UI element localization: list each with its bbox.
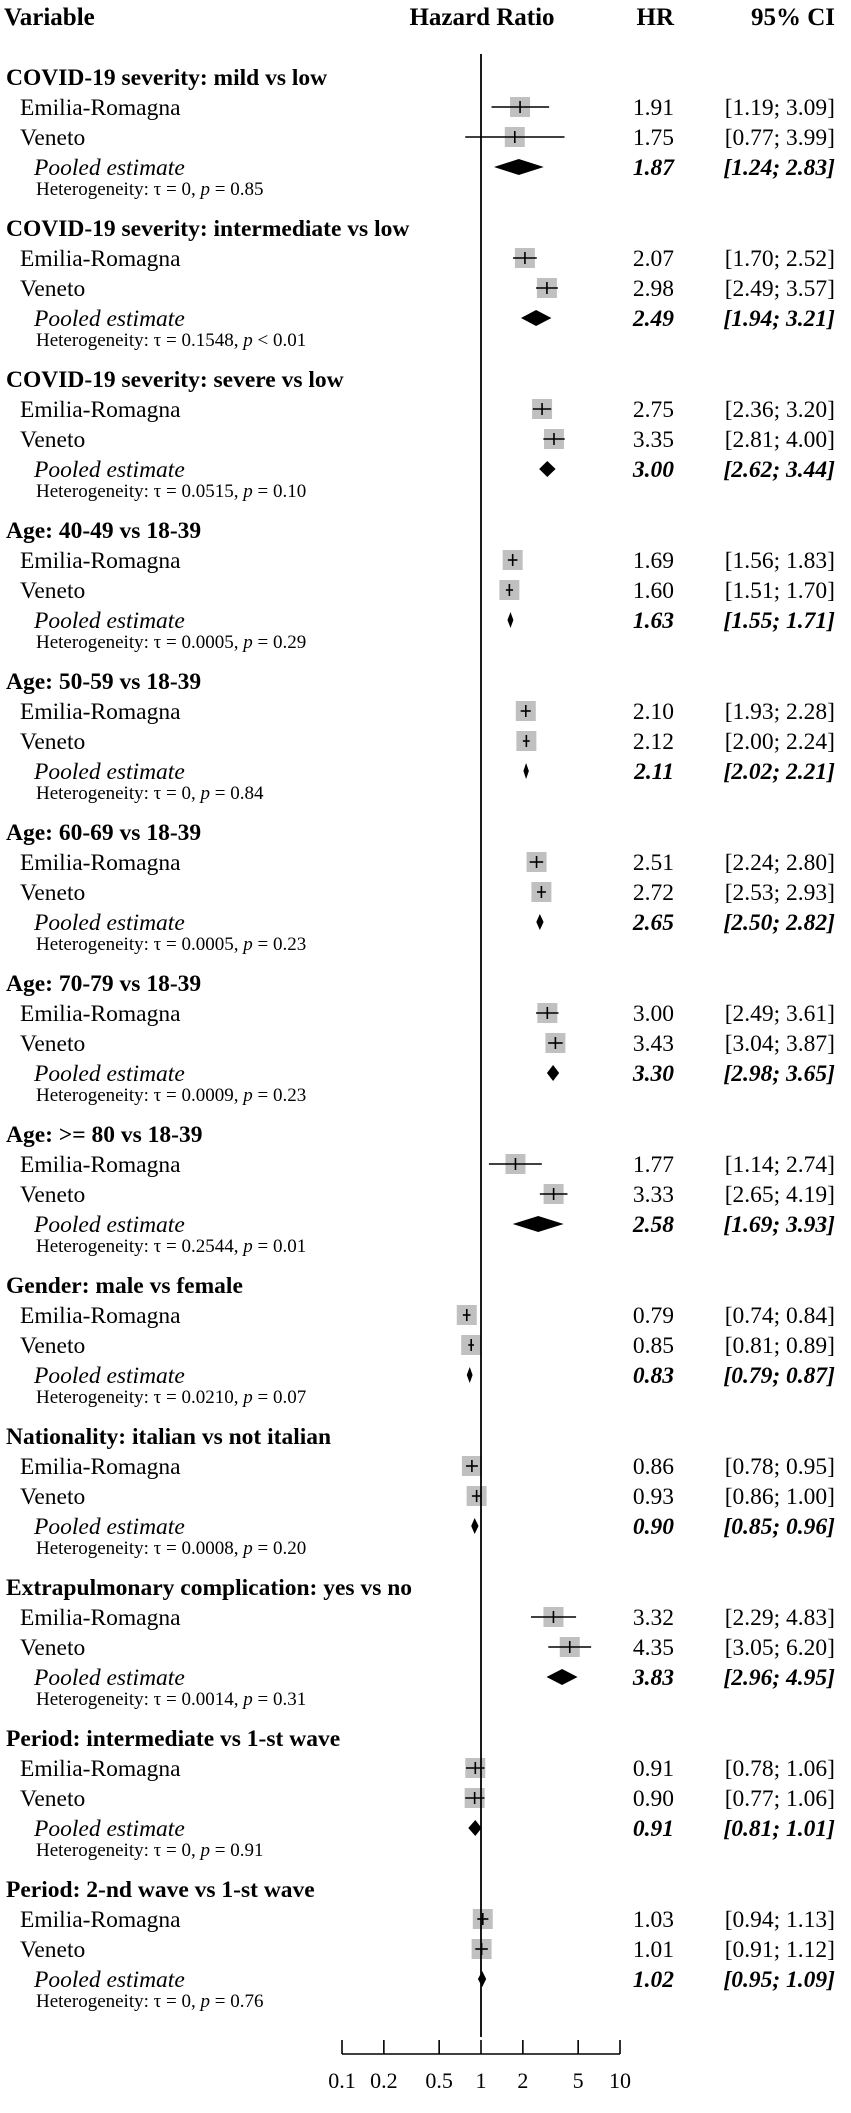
pooled-label: Pooled estimate xyxy=(34,1665,185,1691)
study-hr: 0.90 xyxy=(632,1786,674,1812)
group-11 xyxy=(6,1575,835,1710)
pooled-ci: [2.50; 2.82] xyxy=(723,910,835,936)
study-label: Emilia-Romagna xyxy=(20,397,181,423)
header-ci: 95% CI xyxy=(750,4,835,31)
study-hr: 1.60 xyxy=(632,578,674,604)
pooled-hr: 0.91 xyxy=(632,1816,674,1842)
pooled-diamond xyxy=(513,1216,564,1232)
study-hr: 2.07 xyxy=(632,246,674,272)
heterogeneity-text: Heterogeneity: τ = 0.1548, p < 0.01 xyxy=(36,330,307,351)
study-ci: [2.24; 2.80] xyxy=(724,850,835,876)
study-hr: 3.43 xyxy=(632,1031,674,1057)
group-5 xyxy=(6,669,835,804)
pooled-hr: 3.83 xyxy=(632,1665,674,1691)
group-3 xyxy=(6,367,835,502)
pooled-hr: 0.83 xyxy=(632,1363,674,1389)
pooled-diamond xyxy=(547,1065,559,1081)
pooled-ci: [1.24; 2.83] xyxy=(723,155,835,181)
study-label: Veneto xyxy=(20,1937,86,1963)
study-hr: 2.51 xyxy=(632,850,674,876)
pooled-hr: 1.63 xyxy=(632,608,674,634)
plot-marks xyxy=(6,54,835,2037)
study-label: Veneto xyxy=(20,1786,86,1812)
x-tick-label: 5 xyxy=(572,2068,584,2093)
study-ci: [2.81; 4.00] xyxy=(724,427,835,453)
study-label: Veneto xyxy=(20,1031,86,1057)
x-tick-label: 1 xyxy=(475,2068,487,2093)
study-ci: [1.51; 1.70] xyxy=(724,578,835,604)
study-ci: [1.56; 1.83] xyxy=(724,548,835,574)
study-hr: 0.79 xyxy=(632,1303,674,1329)
study-ci: [0.77; 1.06] xyxy=(724,1786,835,1812)
group-8 xyxy=(6,1122,835,1257)
pooled-hr: 2.58 xyxy=(632,1212,674,1238)
study-ci: [0.81; 0.89] xyxy=(724,1333,835,1359)
pooled-ci: [1.55; 1.71] xyxy=(723,608,835,634)
heterogeneity-text: Heterogeneity: τ = 0.0515, p = 0.10 xyxy=(36,481,307,502)
pooled-label: Pooled estimate xyxy=(34,1061,185,1087)
study-hr: 1.69 xyxy=(632,548,674,574)
heterogeneity-text: Heterogeneity: τ = 0.0008, p = 0.20 xyxy=(36,1538,307,1559)
study-hr: 1.91 xyxy=(632,95,674,121)
group-4 xyxy=(6,518,835,653)
x-tick-label: 2 xyxy=(517,2068,529,2093)
x-axis xyxy=(328,2040,631,2093)
heterogeneity-text: Heterogeneity: τ = 0, p = 0.76 xyxy=(36,1991,264,2012)
study-label: Emilia-Romagna xyxy=(20,1907,181,1933)
pooled-hr: 2.11 xyxy=(634,759,674,785)
study-label: Emilia-Romagna xyxy=(20,699,181,725)
study-label: Emilia-Romagna xyxy=(20,246,181,272)
group-7 xyxy=(6,971,835,1106)
group-title: Extrapulmonary complication: yes vs no xyxy=(6,1575,413,1601)
study-hr: 3.35 xyxy=(632,427,674,453)
study-hr: 2.72 xyxy=(632,880,674,906)
group-title: Nationality: italian vs not italian xyxy=(6,1424,332,1450)
pooled-diamond xyxy=(471,1518,478,1534)
study-hr: 2.98 xyxy=(632,276,674,302)
study-ci: [2.29; 4.83] xyxy=(724,1605,835,1631)
study-ci: [1.70; 2.52] xyxy=(724,246,835,272)
study-ci: [0.94; 1.13] xyxy=(724,1907,835,1933)
heterogeneity-text: Heterogeneity: τ = 0.0005, p = 0.23 xyxy=(36,934,307,955)
study-label: Emilia-Romagna xyxy=(20,1756,181,1782)
group-title: COVID-19 severity: mild vs low xyxy=(6,65,328,91)
study-ci: [2.49; 3.57] xyxy=(724,276,835,302)
group-title: Age: 40-49 vs 18-39 xyxy=(6,518,202,544)
study-ci: [2.53; 2.93] xyxy=(724,880,835,906)
x-tick-label: 0.1 xyxy=(328,2068,356,2093)
pooled-hr: 2.49 xyxy=(632,306,674,332)
group-6 xyxy=(6,820,835,955)
study-hr: 3.32 xyxy=(632,1605,674,1631)
study-hr: 0.91 xyxy=(632,1756,674,1782)
study-ci: [2.36; 3.20] xyxy=(724,397,835,423)
study-ci: [1.93; 2.28] xyxy=(724,699,835,725)
group-title: COVID-19 severity: severe vs low xyxy=(6,367,344,393)
study-ci: [0.86; 1.00] xyxy=(724,1484,835,1510)
pooled-ci: [0.79; 0.87] xyxy=(723,1363,835,1389)
study-hr: 0.85 xyxy=(632,1333,674,1359)
pooled-ci: [0.95; 1.09] xyxy=(723,1967,835,1993)
pooled-diamond xyxy=(539,461,555,477)
group-title: Period: intermediate vs 1-st wave xyxy=(6,1726,341,1752)
study-label: Veneto xyxy=(20,125,86,151)
study-ci: [0.78; 0.95] xyxy=(724,1454,835,1480)
study-label: Emilia-Romagna xyxy=(20,850,181,876)
pooled-diamond xyxy=(536,914,543,930)
pooled-diamond xyxy=(547,1669,578,1685)
study-hr: 2.12 xyxy=(632,729,674,755)
study-label: Emilia-Romagna xyxy=(20,1152,181,1178)
study-label: Emilia-Romagna xyxy=(20,548,181,574)
header-hazard-ratio: Hazard Ratio xyxy=(409,4,555,31)
heterogeneity-text: Heterogeneity: τ = 0.0009, p = 0.23 xyxy=(36,1085,307,1106)
study-ci: [1.14; 2.74] xyxy=(724,1152,835,1178)
study-ci: [2.49; 3.61] xyxy=(724,1001,835,1027)
heterogeneity-text: Heterogeneity: τ = 0, p = 0.91 xyxy=(36,1840,264,1861)
study-hr: 3.00 xyxy=(632,1001,674,1027)
study-hr: 1.03 xyxy=(632,1907,674,1933)
pooled-label: Pooled estimate xyxy=(34,910,185,936)
study-label: Emilia-Romagna xyxy=(20,1303,181,1329)
group-title: Age: 60-69 vs 18-39 xyxy=(6,820,202,846)
pooled-diamond xyxy=(468,1820,481,1836)
heterogeneity-text: Heterogeneity: τ = 0.0014, p = 0.31 xyxy=(36,1689,307,1710)
x-tick-label: 0.2 xyxy=(370,2068,398,2093)
study-ci: [0.91; 1.12] xyxy=(724,1937,835,1963)
heterogeneity-text: Heterogeneity: τ = 0, p = 0.85 xyxy=(36,179,264,200)
study-label: Veneto xyxy=(20,578,86,604)
study-label: Veneto xyxy=(20,1182,86,1208)
heterogeneity-text: Heterogeneity: τ = 0.0005, p = 0.29 xyxy=(36,632,307,653)
pooled-ci: [1.94; 3.21] xyxy=(723,306,835,332)
pooled-label: Pooled estimate xyxy=(34,1816,185,1842)
column-headers xyxy=(4,4,835,31)
pooled-label: Pooled estimate xyxy=(34,608,185,634)
study-hr: 1.01 xyxy=(632,1937,674,1963)
pooled-label: Pooled estimate xyxy=(34,155,185,181)
pooled-hr: 1.87 xyxy=(632,155,674,181)
study-ci: [3.05; 6.20] xyxy=(724,1635,835,1661)
pooled-diamond xyxy=(494,159,544,175)
group-2 xyxy=(6,216,835,351)
pooled-ci: [0.81; 1.01] xyxy=(723,1816,835,1842)
pooled-ci: [2.62; 3.44] xyxy=(723,457,835,483)
pooled-label: Pooled estimate xyxy=(34,1212,185,1238)
heterogeneity-text: Heterogeneity: τ = 0.2544, p = 0.01 xyxy=(36,1236,307,1257)
group-title: Gender: male vs female xyxy=(6,1273,243,1299)
pooled-diamond xyxy=(478,1971,486,1987)
pooled-ci: [1.69; 3.93] xyxy=(723,1212,835,1238)
study-ci: [2.65; 4.19] xyxy=(724,1182,835,1208)
pooled-ci: [2.02; 2.21] xyxy=(723,759,835,785)
pooled-hr: 1.02 xyxy=(632,1967,674,1993)
study-hr: 0.93 xyxy=(632,1484,674,1510)
pooled-diamond xyxy=(523,763,528,779)
pooled-label: Pooled estimate xyxy=(34,1363,185,1389)
pooled-diamond xyxy=(507,612,513,628)
header-variable: Variable xyxy=(4,4,95,31)
pooled-hr: 0.90 xyxy=(632,1514,674,1540)
study-hr: 4.35 xyxy=(632,1635,674,1661)
study-ci: [3.04; 3.87] xyxy=(724,1031,835,1057)
study-hr: 2.75 xyxy=(632,397,674,423)
study-label: Veneto xyxy=(20,1635,86,1661)
study-hr: 1.77 xyxy=(632,1152,674,1178)
group-title: COVID-19 severity: intermediate vs low xyxy=(6,216,410,242)
study-hr: 3.33 xyxy=(632,1182,674,1208)
pooled-hr: 3.00 xyxy=(632,457,674,483)
study-ci: [0.77; 3.99] xyxy=(724,125,835,151)
pooled-label: Pooled estimate xyxy=(34,306,185,332)
x-tick-label: 10 xyxy=(609,2068,631,2093)
pooled-label: Pooled estimate xyxy=(34,1967,185,1993)
group-title: Age: >= 80 vs 18-39 xyxy=(6,1122,203,1148)
pooled-label: Pooled estimate xyxy=(34,1514,185,1540)
group-1 xyxy=(6,65,835,200)
group-title: Period: 2-nd wave vs 1-st wave xyxy=(6,1877,315,1903)
pooled-label: Pooled estimate xyxy=(34,457,185,483)
pooled-ci: [2.96; 4.95] xyxy=(723,1665,835,1691)
study-label: Veneto xyxy=(20,1333,86,1359)
pooled-hr: 3.30 xyxy=(632,1061,674,1087)
study-label: Emilia-Romagna xyxy=(20,1454,181,1480)
study-hr: 1.75 xyxy=(632,125,674,151)
study-ci: [0.78; 1.06] xyxy=(724,1756,835,1782)
group-13 xyxy=(6,1877,835,2012)
study-hr: 0.86 xyxy=(632,1454,674,1480)
group-12 xyxy=(6,1726,835,1861)
pooled-label: Pooled estimate xyxy=(34,759,185,785)
study-ci: [1.19; 3.09] xyxy=(724,95,835,121)
study-label: Veneto xyxy=(20,276,86,302)
study-ci: [0.74; 0.84] xyxy=(724,1303,835,1329)
header-hr: HR xyxy=(636,4,674,31)
study-label: Emilia-Romagna xyxy=(20,95,181,121)
pooled-diamond xyxy=(521,310,551,326)
study-label: Veneto xyxy=(20,1484,86,1510)
pooled-ci: [0.85; 0.96] xyxy=(723,1514,835,1540)
study-ci: [2.00; 2.24] xyxy=(724,729,835,755)
group-10 xyxy=(6,1424,835,1559)
study-label: Emilia-Romagna xyxy=(20,1001,181,1027)
study-label: Veneto xyxy=(20,729,86,755)
study-label: Veneto xyxy=(20,427,86,453)
heterogeneity-text: Heterogeneity: τ = 0, p = 0.84 xyxy=(36,783,264,804)
pooled-diamond xyxy=(467,1367,473,1383)
pooled-ci: [2.98; 3.65] xyxy=(723,1061,835,1087)
study-hr: 2.10 xyxy=(632,699,674,725)
heterogeneity-text: Heterogeneity: τ = 0.0210, p = 0.07 xyxy=(36,1387,307,1408)
group-title: Age: 50-59 vs 18-39 xyxy=(6,669,202,695)
study-label: Veneto xyxy=(20,880,86,906)
group-9 xyxy=(6,1273,835,1408)
group-title: Age: 70-79 vs 18-39 xyxy=(6,971,202,997)
study-label: Emilia-Romagna xyxy=(20,1605,181,1631)
pooled-hr: 2.65 xyxy=(632,910,674,936)
x-tick-label: 0.5 xyxy=(425,2068,453,2093)
